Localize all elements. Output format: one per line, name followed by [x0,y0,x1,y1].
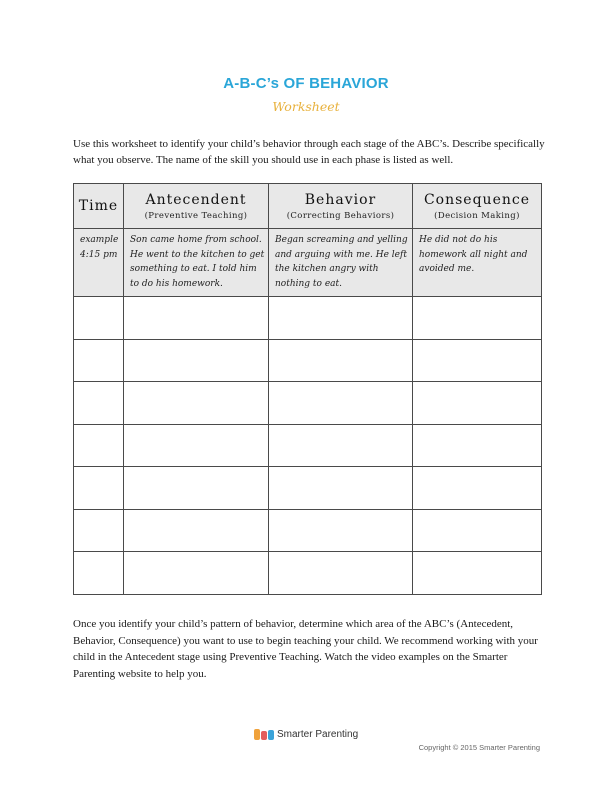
blank-time-cell[interactable] [74,467,124,510]
blank-behavior-cell[interactable] [269,339,413,382]
header-antecedent [124,184,269,229]
example-behavior: Began screaming and yelling and arguing with me. He left the kitchen angry with nothing to eat. [275,235,408,289]
example-behavior-cell [269,229,413,297]
example-row [74,229,542,297]
header-consequence-sub: (Decision Making) [434,210,520,221]
example-time-cell [74,229,124,297]
header-antecedent-label: Antecendent [145,191,247,208]
example-time: example 4:15 pm [80,235,119,260]
example-antecedent-cell [124,229,269,297]
table-row [74,382,542,425]
logo-text: Smarter Parenting [277,728,359,740]
page-subtitle: Worksheet [272,99,340,114]
intro-paragraph: Use this worksheet to identify your child’s behavior through each stage of the ABC’s. Describe specifically what you observe. The name of the skill you should use in each phase is listed as well. [73,138,545,166]
blank-consequence-cell[interactable] [413,509,542,552]
example-antecedent: Son came home from school. He went to the kitchen to get something to eat. I told him to do his homework. [130,235,265,289]
blank-antecedent-cell[interactable] [124,339,269,382]
blank-behavior-cell[interactable] [269,424,413,467]
abc-table [73,183,542,595]
blank-antecedent-cell[interactable] [124,424,269,467]
blank-consequence-cell[interactable] [413,552,542,595]
blank-consequence-cell[interactable] [413,297,542,340]
header-antecedent-sub: (Preventive Teaching) [144,210,248,221]
header-behavior-label: Behavior [304,191,377,208]
example-consequence: He did not do his homework all night and avoided me. [419,235,528,274]
blank-consequence-cell[interactable] [413,467,542,510]
blank-antecedent-cell[interactable] [124,552,269,595]
table-header-row [74,184,542,229]
table-row [74,424,542,467]
table-row [74,339,542,382]
header-time [74,184,124,229]
blank-behavior-cell[interactable] [269,467,413,510]
header-time-label: Time [78,198,119,214]
blank-time-cell[interactable] [74,297,124,340]
copyright-text: Copyright © 2015 Smarter Parenting [418,743,540,752]
example-consequence-cell [413,229,542,297]
header-behavior-sub: (Correcting Behaviors) [286,210,395,221]
blank-antecedent-cell[interactable] [124,297,269,340]
smarter-parenting-logo [254,726,358,742]
blank-antecedent-cell[interactable] [124,509,269,552]
table-row [74,467,542,510]
blank-behavior-cell[interactable] [269,552,413,595]
blank-time-cell[interactable] [74,424,124,467]
header-consequence [413,184,542,229]
blank-consequence-cell[interactable] [413,382,542,425]
blank-antecedent-cell[interactable] [124,382,269,425]
header-consequence-label: Consequence [423,191,531,208]
logo-icon [254,729,274,740]
outro-paragraph: Once you identify your child’s pattern of behavior, determine which area of the ABC’s (Antecedent, Behavior, Consequence) you want to use to begin teaching your child. We recommend working with your child in the Antecedent stage using Preventive Teaching. Watch the video examples on the Smarter Parenting website to help you. [73,618,538,680]
blank-behavior-cell[interactable] [269,509,413,552]
blank-time-cell[interactable] [74,552,124,595]
table-row [74,509,542,552]
blank-time-cell[interactable] [74,339,124,382]
table-row [74,552,542,595]
blank-time-cell[interactable] [74,382,124,425]
blank-consequence-cell[interactable] [413,339,542,382]
blank-consequence-cell[interactable] [413,424,542,467]
table-row [74,297,542,340]
blank-behavior-cell[interactable] [269,297,413,340]
header-behavior [269,184,413,229]
blank-behavior-cell[interactable] [269,382,413,425]
page-title: A-B-C’s OF BEHAVIOR [223,75,389,92]
blank-antecedent-cell[interactable] [124,467,269,510]
blank-time-cell[interactable] [74,509,124,552]
